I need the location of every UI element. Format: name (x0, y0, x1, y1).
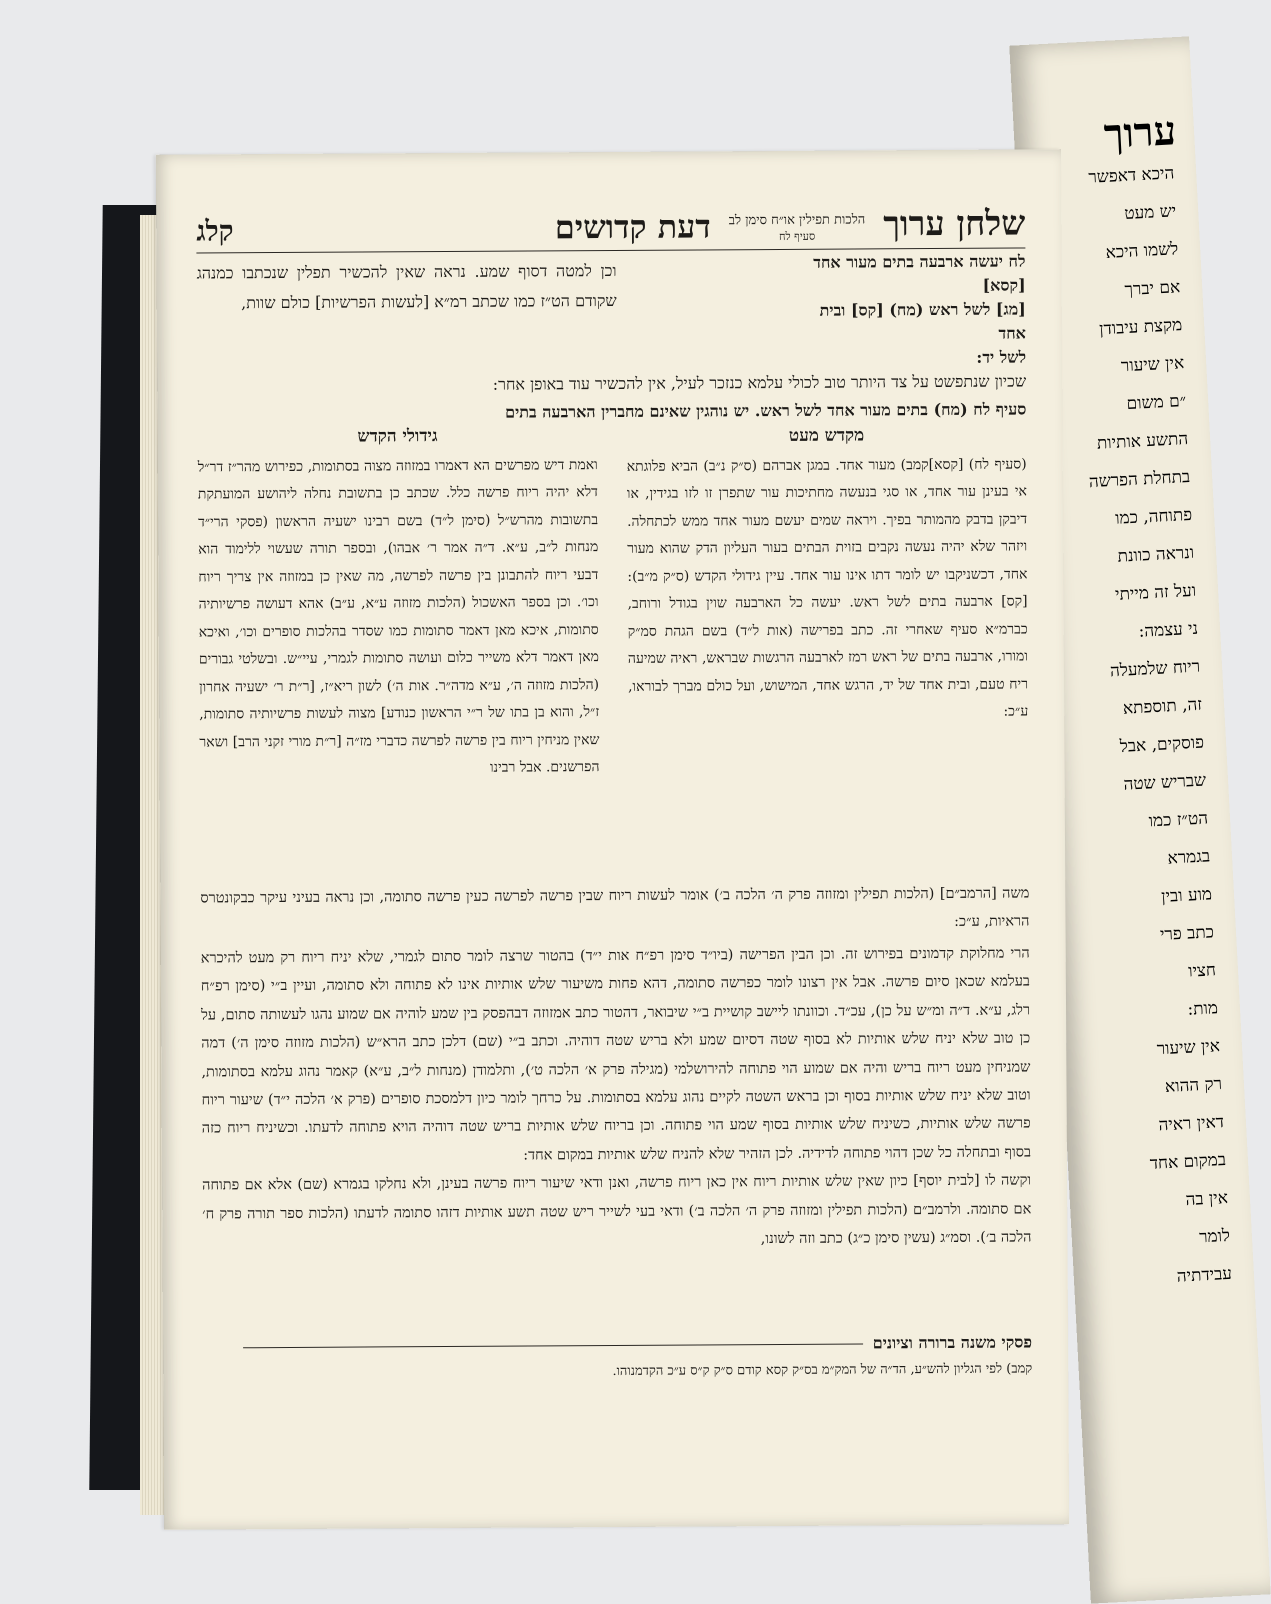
facing-page-line: מות: (1186, 998, 1219, 1020)
left-column (197, 422, 599, 784)
commentary-title: דעת קדושים (554, 207, 711, 247)
facing-page-line: הט״ז כמו (1148, 808, 1209, 832)
facing-page-line: כתב פרי (1159, 922, 1215, 946)
page-subtitle (729, 212, 866, 245)
full-width-line: משה [הרמב״ם] (הלכות תפילין ומזוזה פרק ה׳ הלכה ב׳) אומר לעשות ריוח שבין פרשה לפרשה כעין פרשה סתומה, וכן נראה בעיני עיקר כבקונטרס הראיות, ע״כ: (200, 885, 1030, 931)
facing-page-line: ונראה כוונת (1117, 542, 1195, 567)
seif-label: סעיף לח (778, 229, 816, 243)
middle-line-2: סעיף לח (מח) בתים מעור אחד לשל ראש. יש נוהגין שאינם מחברין הארבעה בתים (505, 399, 1027, 422)
right-column-body: (סעיף לח) [קסא]קמב) מעור אחד. במגן אברהם (ס״ק נ״ב) הביא פלוגתא אי בעינן עור אחד, או סגי בנעשה מחתיכות עור שתפרן זו לזו בגידין, או דיבקן בדבק מהמותר בפיך. ויראה שמים יעשם מעור אחד ממש לכתחלה. ויזהר שלא יהיה נעשה נקבים בזוית הבתים בעור העליון הדק שהוא מעור אחד, דכשניקבו יש לומר דתו אינו עור אחד. עיין גידולי הקדש (ס״ק מ״ב): [קס] ארבעה בתים לשל ראש. יעשה כל הארבעה שוין בגודל ורוחב, כברמ״א סעיף שאחרי זה. כתב בפרישה (אות ל״ד) בשם הגהת סמ״ק ומורו, ארבעה בתים של ראש רמז לארבעה הרגשות שבראש, ראיה שמיעה ריח טעם, ובית אחד של יד, הרגש אחד, המישוש, ועל כולם מברך לבוראו, ע״כ: (626, 455, 1029, 720)
facing-page-line: אין שיעור (1156, 1036, 1221, 1060)
facing-page-line: לשמו היכא (1105, 239, 1179, 264)
facing-page-line: בגמרא (1167, 846, 1211, 869)
facing-page-line: עבידתיה (1176, 1263, 1233, 1287)
main-text (797, 249, 1026, 370)
facing-page-line: ״ם משום (1126, 391, 1187, 415)
facing-page-line: פתוחה, כמו (1114, 504, 1193, 529)
facing-page-line: אין שיעור (1120, 353, 1185, 377)
facing-page-line: אם יברך (1124, 277, 1181, 301)
page-header (196, 197, 1025, 253)
facing-page-title: ערוך (1102, 107, 1178, 158)
facing-page-line: מוע ובין (1160, 884, 1213, 907)
footer-rule (243, 1332, 1032, 1357)
side-text: וכן למטה דסוף שמע. נראה שאין להכשיר תפלין שנכתבו כמנהג שקודם הט״ז כמו שכתב רמ״א [לעשות הפרשיות] כולם שוות, (196, 260, 617, 313)
facing-page-line: ני עצמה: (1138, 618, 1199, 642)
facing-page-line: במקום אחד (1149, 1149, 1227, 1174)
facing-page-line: לומר (1198, 1225, 1231, 1248)
main-line-1: לח יעשה ארבעה בתים מעור אחד [קסא] (813, 251, 1026, 295)
full-width-text (201, 939, 1032, 1257)
facing-page-line: רק ההוא (1164, 1074, 1223, 1098)
right-column (626, 425, 1029, 728)
facing-page-line: שבריש שטה (1123, 770, 1207, 795)
main-line-3: לשל יד: (976, 347, 1027, 367)
right-column-heading: מקדש מעט (788, 425, 865, 446)
facing-page-line: חציו (1187, 960, 1217, 982)
paragraph-2: וקשה לו [לבית יוסף] כיון שאין שלש אותיות ריוח אין כאן ריוח פרשה, ואנן ודאי שיעור ריוח פרשה בעינן, ולא נחלקו בגמרא (שם) אלא אם פתוחה אם סתומה. ולרמב״ם (הלכות תפילין ומזוזה פרק ה׳ הלכה ב׳) ודאי בעי לשייר ריש שטה תשע אותיות דזהו סתומה לדעתו (הלכות ספר תורה פרק ח׳ הלכה ב׳). וסמ״ג (עשין סימן כ״ג) כתב וזה לשונו, (202, 1172, 1032, 1248)
middle-line-1: שכיון שנתפשט על צד היותר טוב לכולי עלמא כנזכר לעיל, אין להכשיר עוד באופן אחר: (492, 371, 1027, 394)
main-line-2: [מג] לשל ראש (מח) [קס] ובית אחד (819, 299, 1026, 343)
page-title: שלחן ערוך (883, 203, 1026, 245)
facing-page-line: אין בה (1185, 1187, 1229, 1211)
left-column-body: ואמת דיש מפרשים הא דאמרו במזוזה מצוה בסתומות, כפירוש מהר״ז דר״ל דלא יהיה ריוח פרשה כלל. שכתב כן בתשובת נחלה ליהושע המועתקת בתשובות מהרש״ל (סימן ל״ד) בשם רבינו ישעיה הראשון (פסקי הרי״ד מנחות ל״ב, ע״א. ד״ה אמר ר׳ אבהו), ובספר תורה שעשוי ללימוד הוא דבעי ריוח להתבונן בין פרשה לפרשה, מה שאין כן במזוזה אין צריך ריוח וכו׳. וכן בספר האשכול (הלכות מזוזה ע״א, ע״ב) אהא דעושה פרשיותיה סתומות, איכא מאן דאמר סתומות כמו שסדר בהלכות סופרים וכו׳, ואיכא מאן דאמר דלא משייר כלום ועושה סתומות לגמרי, עיי״ש. ובשלטי גבורים (הלכות מזוזה ה׳, ע״א מדה״ר. אות ה׳) לשון ריא״ז, [ר״ת ר׳ ישעיה אחרון ז״ל, והוא בן בתו של ר״י הראשון כנודע] מצוה לעשות פרשיותיה סתומות, שאין מניחין ריוח בין פרשה לפרשה כדברי מז״ה [ר״ת מורי זקני הרב] ושאר הפרשנים. אבל רבינו (197, 456, 600, 776)
facing-page-line: זה, תוספתא (1122, 694, 1203, 719)
facing-page-line: מקצת עיבודן (1098, 315, 1183, 340)
page-number: קלג (196, 214, 234, 248)
footer-title: פסקי משנה ברורה וציונים (872, 1332, 1033, 1353)
footer-line (243, 1343, 863, 1348)
footnote: קמב) לפי הגליון להש״ע, הד״ה של המק״מ בס״ק קסא קודם ס״ק ק״ס ע״כ הקדמנוהו. (612, 1361, 1033, 1380)
paragraph-1: הרי מחלוקת קדמונים בפירוש זה. וכן הבין הפרישה (ביו״ד סימן רפ״ח אות י״ד) בהטור שרצה לומר סתום לגמרי, שלא יניח ריוח רק מעט להיכרא בעלמא שכאן סיום פרשה. אבל אין רצונו לומר כפרשה סתומה, דהא פחות משיעור שלש אותיות אינו לא פתוחה ולא סתומה, ועיין ב״י (סימן רפ״ח רלג, ע״א. ד״ה ומ״ש על כן), עכ״ד. וכוונתו ליישב קושיית ב״י שיבואר, דהטור כתב אמזוזה דבהפסק בין שמע לוהיה אם שמוע נהגו לעשותה סתום, על כן טוב שלא יניח שלש אותיות לא בסוף שטה דסיום שמע ולא בריש שטה דוהיה. וכתב ב״י (שם) דלכן כתב הרא״ש (הלכות מזוזה סימן ה׳) דמה שמניחין מעט ריוח בריש והיה אם שמוע הוי פתוחה להירושלמי (מגילה פרק א׳ הלכה ט׳), ותלמודן (מנחות ל״ב, ע״א) קאמר נהוג עלמא בסתומות, וטוב שלא יניח שלש אותיות בסוף וכן בראש השטה לקיים נהוג עלמא בסתומות. על כרחך לומר כיון דלמסכת סופרים (פרק א׳ הלכה י״ד) שיעור ריוח פרשה שלש אותיות, כשיניח שלש אותיות בסוף שמע הוי פתוחה. וכן בריוח שלש אותיות בריש שטה דוהיה הויא פתוחה לדעתו. וכשיניח ריוח כזה בסוף ובתחלה כל שכן דהוי פתוחה לדידיה. לכן הזהיר שלא להניח שלש אותיות במקום אחד: (200, 945, 1031, 1164)
facing-page-line: יש מעט (1123, 201, 1177, 224)
facing-page-line: פוסקים, אבל (1119, 732, 1205, 757)
subtitle-text: הלכות תפילין או״ח סימן לב (728, 212, 866, 229)
left-column-heading: גידולי הקדש (357, 426, 438, 447)
facing-page-line: דאין ראיה (1158, 1112, 1225, 1136)
facing-page-line: ריוח שלמעלה (1109, 656, 1201, 682)
facing-page-line: התשע אותיות (1096, 428, 1189, 454)
facing-page-line: היכא דאפשר (1087, 163, 1175, 188)
facing-page-line: בתחלת הפרשה (1088, 466, 1191, 493)
book-page (156, 149, 1069, 1530)
facing-page-line: ועל זה מייתי (1114, 580, 1197, 605)
